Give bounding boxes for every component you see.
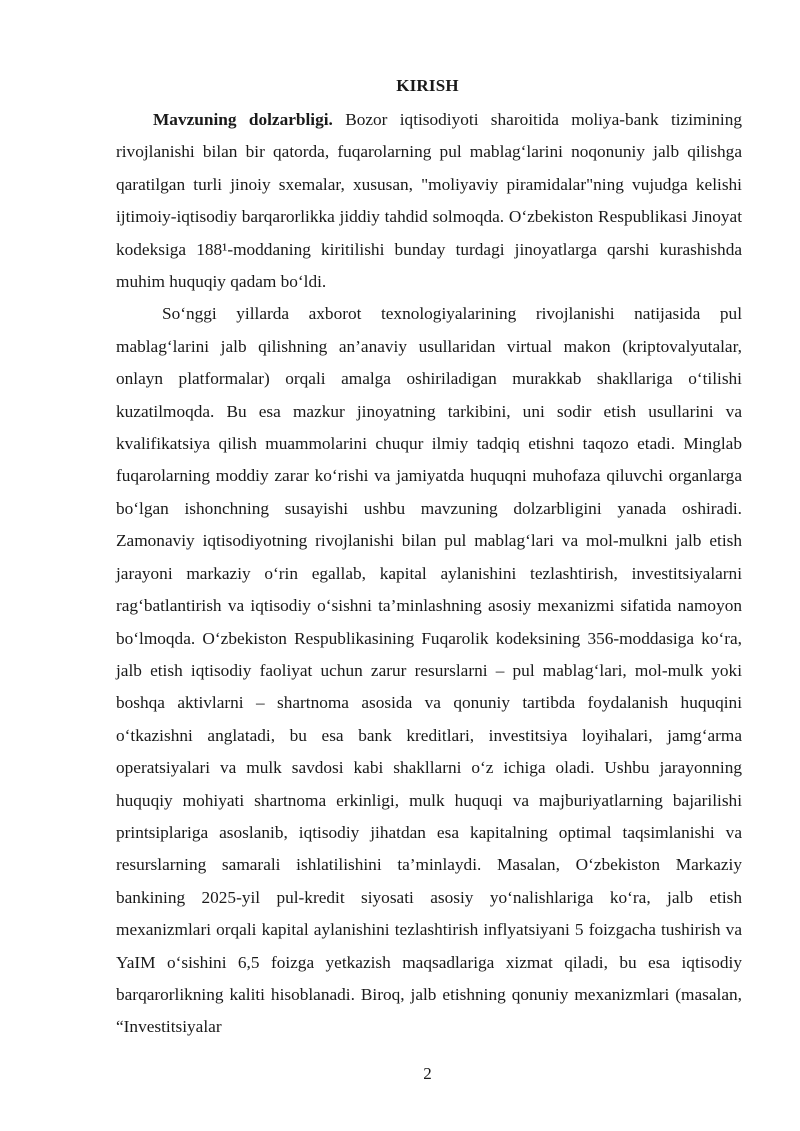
section-heading: KIRISH <box>396 76 459 95</box>
body-text <box>116 104 742 1044</box>
paragraph-text: Bozor iqtisodiyoti sharoitida moliya-bank tizimining rivojlanishi bilan bir qatorda, fuqarolarning pul mablag‘larini noqonuniy jalb qilishga qaratilgan turli jinoiy sxemalar, xususan, "moliyaviy piramidalar"ning vujudga kelishi ijtimoiy-iqtisodiy barqarorlikka jiddiy tahdid solmoqda. O‘zbekiston Respublikasi Jinoyat kodeksiga 188¹-moddaning kiritilishi bunday turdagi jinoyatlarga qarshi kurashishda muhim huquqiy qadam bo‘ldi. <box>116 110 742 292</box>
paragraph-lead: Mavzuning dolzarbligi. <box>153 110 333 129</box>
page-number: 2 <box>423 1064 432 1083</box>
paragraph-relevance <box>116 104 742 298</box>
paragraph-main: So‘nggi yillarda axborot texnologiyalarining rivojlanishi natijasida pul mablag‘larini jalb qilishning an’anaviy usullaridan virtual makon (kriptovalyutalar, onlayn platformalar) orqali amalga oshiriladigan murakkab shakllariga o‘tilishi kuzatilmoqda. Bu esa mazkur jinoyatning tarkibini, uni sodir etish usullarini va kvalifikatsiya qilish muammolarini chuqur ilmiy tadqiq etishni taqozo etadi. Minglab fuqarolarning moddiy zarar ko‘rishi va jamiyatda huquqni muhofaza qiluvchi organlarga bo‘lgan ishonchning susayishi ushbu mavzuning dolzarbligini yanada oshiradi. Zamonaviy iqtisodiyotning rivojlanishi bilan pul mablag‘lari va mol-mulkni jalb etish jarayoni markaziy o‘rin egallab, kapital aylanishini tezlashtirish, investitsiyalarni rag‘batlantirish va iqtisodiy o‘sishni ta’minlashning asosiy mexanizmi sifatida namoyon bo‘lmoqda. O‘zbekiston Respublikasining Fuqarolik kodeksining 356-moddasiga ko‘ra, jalb etish iqtisodiy faoliyat uchun zarur resurslarni – pul mablag‘lari, mol-mulk yoki boshqa aktivlarni – shartnoma asosida va qonuniy tartibda foydalanish huquqini o‘tkazishni anglatadi, bu esa bank kreditlari, investitsiya loyihalari, jamg‘arma operatsiyalari va mulk savdosi kabi shakllarni o‘z ichiga oladi. Ushbu jarayonning huquqiy mohiyati shartnoma erkinligi, mulk huquqi va majburiyatlarning bajarilishi printsiplariga asoslanib, iqtisodiy jihatdan esa kapitalning optimal taqsimlanishi va resurslarning samarali ishlatilishini ta’minlaydi. Masalan, O‘zbekiston Markaziy bankining 2025-yil pul-kredit siyosati asosiy yo‘nalishlariga ko‘ra, jalb etish mexanizmlari orqali kapital aylanishini tezlashtirish inflyatsiyani 5 foizgacha tushirish va YaIM o‘sishini 6,5 foizga yetkazish maqsadlariga xizmat qiladi, bu esa iqtisodiy barqarorlikning kaliti hisoblanadi. Biroq, jalb etishning qonuniy mexanizmlari (masalan, “Investitsiyalar <box>116 304 742 1037</box>
